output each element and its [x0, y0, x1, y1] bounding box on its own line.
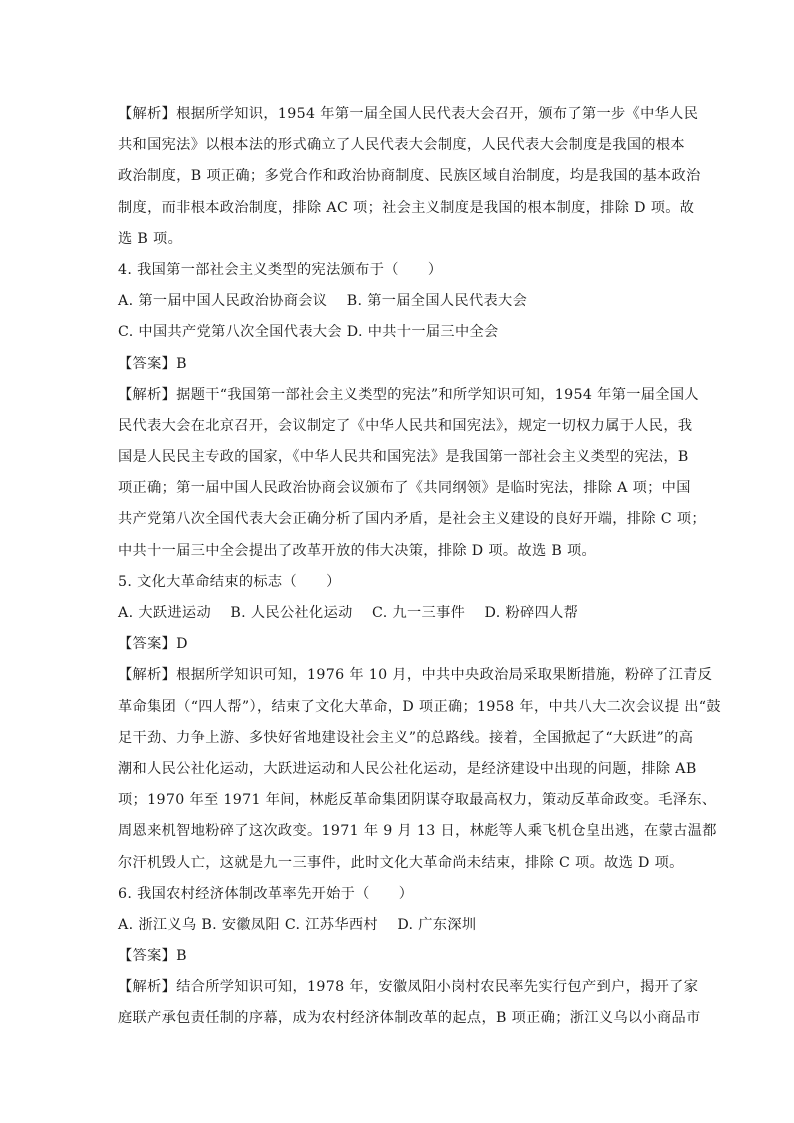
- text-line: 周恩来机智地粉碎了这次政变。1971 年 9 月 13 日，林彪等人乘飞机仓皇出逃，在蒙古温都: [118, 823, 717, 840]
- text-line: 革命集团（“四人帮”），结束了文化大革命，D 项正确；1958 年，中共八大二次会议提 出“鼓: [118, 698, 721, 715]
- question-4-answer: 【答案】B: [118, 355, 187, 372]
- question-4: 4. 我国第一部社会主义类型的宪法颁布于（ ）: [118, 261, 443, 278]
- question-5: 5. 文化大革命结束的标志（ ）: [118, 573, 341, 590]
- text-line: 中共十一届三中全会提出了改革开放的伟大决策，排除 D 项。故选 B 项。: [118, 542, 597, 559]
- text-line: 项正确；第一届中国人民政治协商会议颁布了《共同纲领》是临时宪法，排除 A 项；中国: [118, 480, 691, 497]
- question-6-options: A. 浙江义乌 B. 安徽凤阳 C. 江苏华西村 D. 广东深圳: [118, 916, 477, 933]
- question-4-options-cd: C. 中国共产党第八次全国代表大会 D. 中共十一届三中全会: [118, 324, 499, 341]
- text-line: 【解析】根据所学知识，1954 年第一届全国人民代表大会召开，颁布了第一步《中华人民: [118, 106, 699, 122]
- text-line: 政治制度，B 项正确；多党合作和政治协商制度、民族区域自治制度，均是我国的基本政治: [118, 168, 701, 185]
- text-line: 选 B 项。: [118, 230, 183, 247]
- text-line: 尔汗机毁人亡，这就是九一三事件，此时文化大革命尚未结束，排除 C 项。故选 D 项。: [118, 854, 684, 871]
- question-6: 6. 我国农村经济体制改革率先开始于（ ）: [118, 885, 414, 902]
- text-line: 潮和人民公社化运动，大跃进运动和人民公社化运动，是经济建设中出现的问题，排除 AB: [118, 760, 697, 777]
- question-5-answer: 【答案】D: [118, 636, 188, 653]
- text-line: 项；1970 年至 1971 年间，林彪反革命集团阴谋夺取最高权力，策动反革命政变。毛泽东、: [118, 792, 717, 809]
- text-line: 【解析】根据所学知识可知，1976 年 10 月，中共中央政治局采取果断措施，粉碎了江青反: [118, 667, 713, 684]
- text-line: 民代表大会在北京召开，会议制定了《中华人民共和国宪法》，规定一切权力属于人民，我: [118, 417, 693, 434]
- text-line: 制度，而非根本政治制度，排除 AC 项；社会主义制度是我国的根本制度，排除 D 项。故: [118, 199, 695, 216]
- text-line: 【解析】结合所学知识可知，1978 年，安徽凤阳小岗村农民率先实行包产到户，揭开了家: [118, 979, 699, 996]
- text-line: 足干劲、力争上游、多快好省地建设社会主义”的总路线。接着，全国掀起了“大跃进”的高: [118, 729, 694, 746]
- question-6-answer: 【答案】B: [118, 948, 187, 965]
- text-line: 共和国宪法》以根本法的形式确立了人民代表大会制度，人民代表大会制度是我国的根本: [118, 137, 685, 154]
- question-5-options: A. 大跃进运动 B. 人民公社化运动 C. 九一三事件 D. 粉碎四人帮: [118, 605, 579, 621]
- document-page: [118, 99, 721, 1035]
- text-line: 【解析】据题干“我国第一部社会主义类型的宪法”和所学知识可知，1954 年第一届全国人: [118, 386, 699, 403]
- text-line: 庭联产承包责任制的序幕，成为农村经济体制改革的起点，B 项正确；浙江义乌以小商品市: [118, 1010, 701, 1027]
- text-line: 共产党第八次全国代表大会正确分析了国内矛盾，是社会主义建设的良好开端，排除 C 项；: [118, 511, 706, 528]
- text-line: 国是人民民主专政的国家，《中华人民共和国宪法》是我国第一部社会主义类型的宪法，B: [118, 449, 689, 466]
- question-4-options-ab: A. 第一届中国人民政治协商会议 B. 第一届全国人民代表大会: [118, 293, 528, 310]
